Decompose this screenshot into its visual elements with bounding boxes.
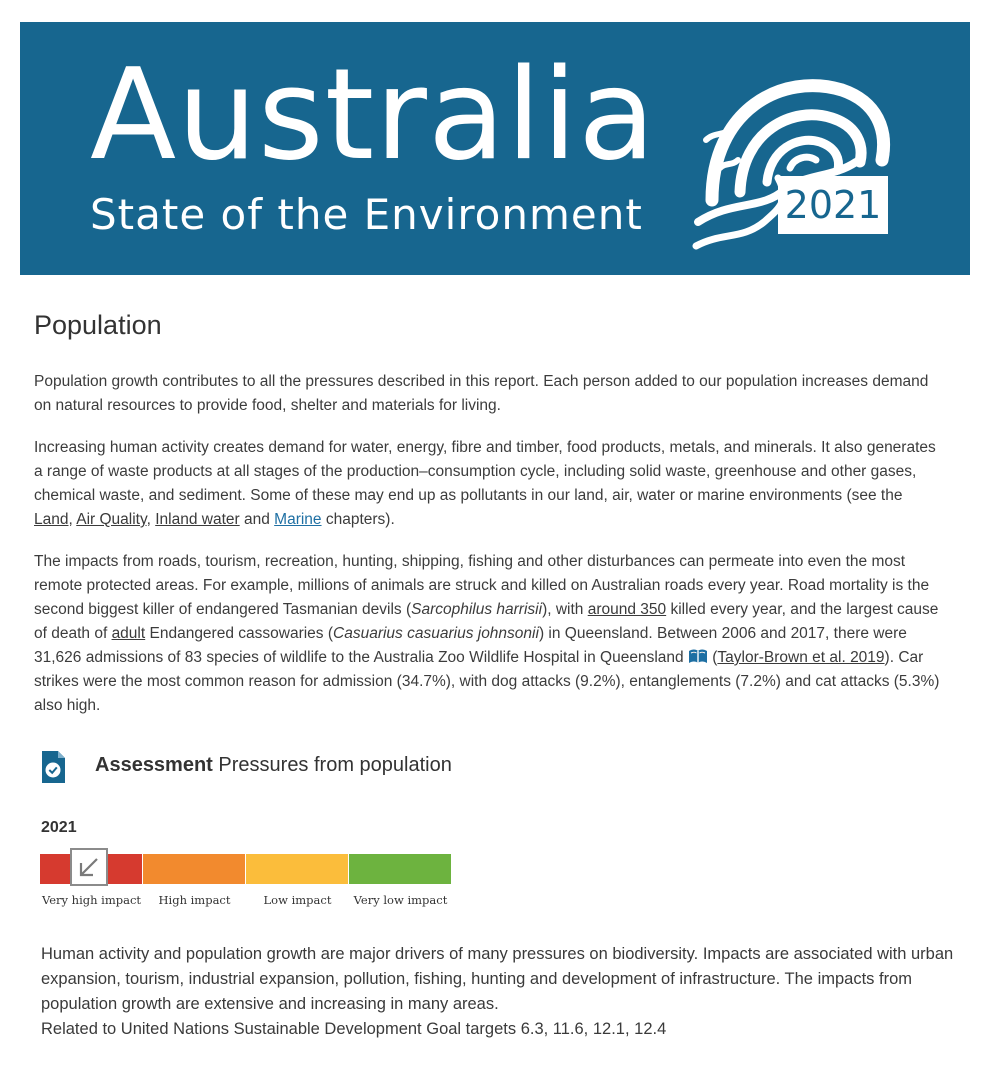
- assessment-header: [40, 750, 740, 784]
- page-title: Population: [34, 310, 162, 340]
- assessment-check-icon: [40, 750, 66, 784]
- link-marine[interactable]: Marine: [274, 511, 322, 528]
- link-adult[interactable]: adult: [111, 625, 146, 642]
- scale-very-low-impact: [349, 854, 451, 884]
- assessment-year: 2021: [41, 819, 77, 836]
- paragraph-impacts: The impacts from roads, tourism, recreation, hunting, shipping, fishing and other disturbances can permeate into even the most remote protected areas. For example, millions of animals are struck and killed on Australian roads every year. Road mortality is the second biggest killer of endangered Tasmanian devils (Sarcophilus harrisii), with around 350 killed every year, and the largest cause of death of adult Endangered cassowaries (Casuarius casuarius johnsonii) in Queensland. Between 2006 and 2017, there were 31,626 admissions of 83 species of wildlife to the Australia Zoo Wildlife Hospital in Queensland (Taylor-Brown et al. 2019). Car strikes were the most common reason for admission (34.7%), with dog attacks (9.2%), entanglements (7.2%) and cat attacks (5.3%) also high.: [34, 553, 940, 714]
- assessment-title: Assessment Pressures from population: [95, 754, 452, 776]
- paragraph-demand: Increasing human activity creates demand for water, energy, fibre and timber, food products, metals, and minerals. It also generates a range of waste products at all stages of the production–consumption cycle, including solid waste, greenhouse and other gases, chemical waste, and sediment. Some of these may end up as pollutants in our land, air, water or marine environments (see the Land, Air Quality, Inland water and Marine chapters).: [34, 439, 936, 528]
- main-content: [34, 300, 944, 718]
- book-icon[interactable]: [688, 649, 708, 664]
- sdg-targets: Related to United Nations Sustainable Development Goal targets 6.3, 11.6, 12.1, 12.4: [41, 1020, 667, 1038]
- scale-label-high: High impact: [158, 893, 231, 907]
- species-cassowary: Casuarius casuarius johnsonii: [333, 625, 539, 642]
- link-taylor-brown-2019[interactable]: Taylor-Brown et al. 2019: [717, 649, 885, 666]
- link-inland-water[interactable]: Inland water: [155, 511, 240, 528]
- summary-text: Human activity and population growth are major drivers of many pressures on biodiversity. Impacts are associated with urban expansion, tourism, industrial expansion, pollution, fishing, hunting and development of infrastructure. The impacts from population growth are extensive and increasing in many areas.: [41, 945, 954, 1013]
- scale-very-high-impact: [40, 854, 142, 884]
- species-tasmanian-devil: Sarcophilus harrisii: [411, 601, 543, 618]
- impact-scale-labels: [40, 893, 455, 907]
- assessment-summary: [41, 942, 961, 1042]
- link-around-350[interactable]: around 350: [587, 601, 667, 618]
- impact-scale: [40, 854, 452, 884]
- paragraph-intro: Population growth contributes to all the pressures described in this report. Each person added to our population increases demand on natural resources to provide food, shelter and materials for living.: [34, 373, 929, 414]
- banner-title: Australia: [90, 41, 657, 188]
- scale-label-very-low: Very low impact: [353, 893, 448, 907]
- link-land[interactable]: Land: [34, 511, 69, 528]
- scale-label-low: Low impact: [263, 893, 332, 907]
- scale-high-impact: [143, 854, 245, 884]
- arrow-down-left-icon: [72, 850, 106, 884]
- banner-year: 2021: [778, 176, 888, 234]
- banner-subtitle: State of the Environment: [90, 190, 643, 239]
- report-banner: [20, 22, 970, 275]
- trend-marker: [70, 848, 108, 886]
- link-air-quality[interactable]: Air Quality: [76, 511, 147, 528]
- scale-label-very-high: Very high impact: [41, 893, 142, 907]
- scale-low-impact: [246, 854, 348, 884]
